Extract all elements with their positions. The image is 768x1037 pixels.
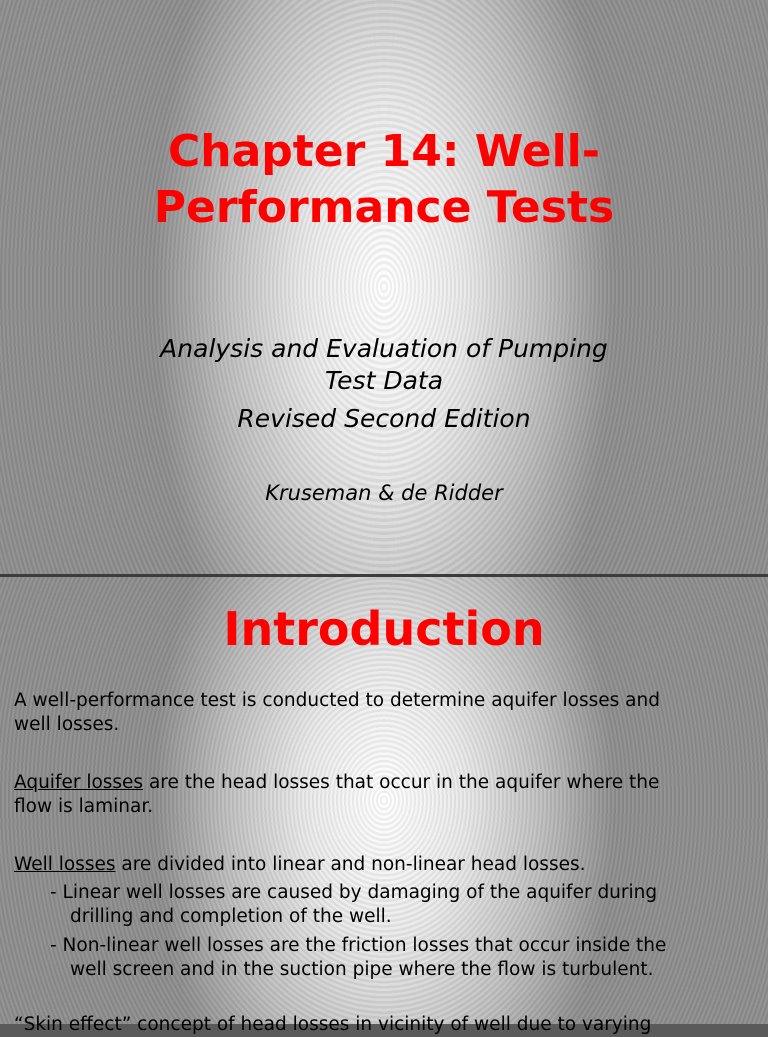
paragraph-2-rest: are the head losses that occur in the aquifer where the: [143, 772, 660, 793]
bullet-2-line1: - Non-linear well losses are the friction losses that occur inside the: [50, 935, 667, 956]
paragraph-3: [14, 853, 754, 877]
slide-title-line2: Performance Tests: [153, 182, 615, 233]
authors: Kruseman & de Ridder: [265, 481, 503, 505]
paragraph-2: [14, 771, 754, 819]
paragraph-1-line1: A well-performance test is conducted to determine aquifer losses and: [14, 690, 660, 711]
paragraph-2-line1: [14, 771, 754, 795]
paragraph-4-partial: “Skin effect” concept of head losses in vicinity of well due to varying: [14, 1014, 652, 1035]
well-losses-term: Well losses: [14, 854, 116, 875]
paragraph-1: [14, 689, 754, 737]
bullet-nonlinear-losses: [50, 934, 750, 982]
paragraph-2-line2: flow is laminar.: [14, 796, 154, 817]
paragraph-3-rest: are divided into linear and non-linear head losses.: [115, 854, 586, 875]
edition: Revised Second Edition: [237, 404, 531, 433]
slide-title-line1: Chapter 14: Well-: [167, 126, 601, 177]
bullet-linear-losses: [50, 881, 750, 929]
subtitle-line1: Analysis and Evaluation of Pumping: [160, 334, 608, 363]
bullet-1-line2: drilling and completion of the well.: [70, 906, 392, 927]
paragraph-1-line2: well losses.: [14, 714, 120, 735]
slide-title: [0, 124, 768, 236]
subtitle-line2: Test Data: [324, 366, 444, 395]
slide-title: Introduction: [223, 602, 545, 656]
bullet-2-line2: well screen and in the suction pipe where the flow is turbulent.: [70, 959, 654, 980]
introduction-slide: [0, 577, 768, 1035]
bullet-1-line1: - Linear well losses are caused by damaging of the aquifer during: [50, 882, 658, 903]
subtitle: [0, 333, 768, 397]
aquifer-losses-term: Aquifer losses: [14, 772, 144, 793]
